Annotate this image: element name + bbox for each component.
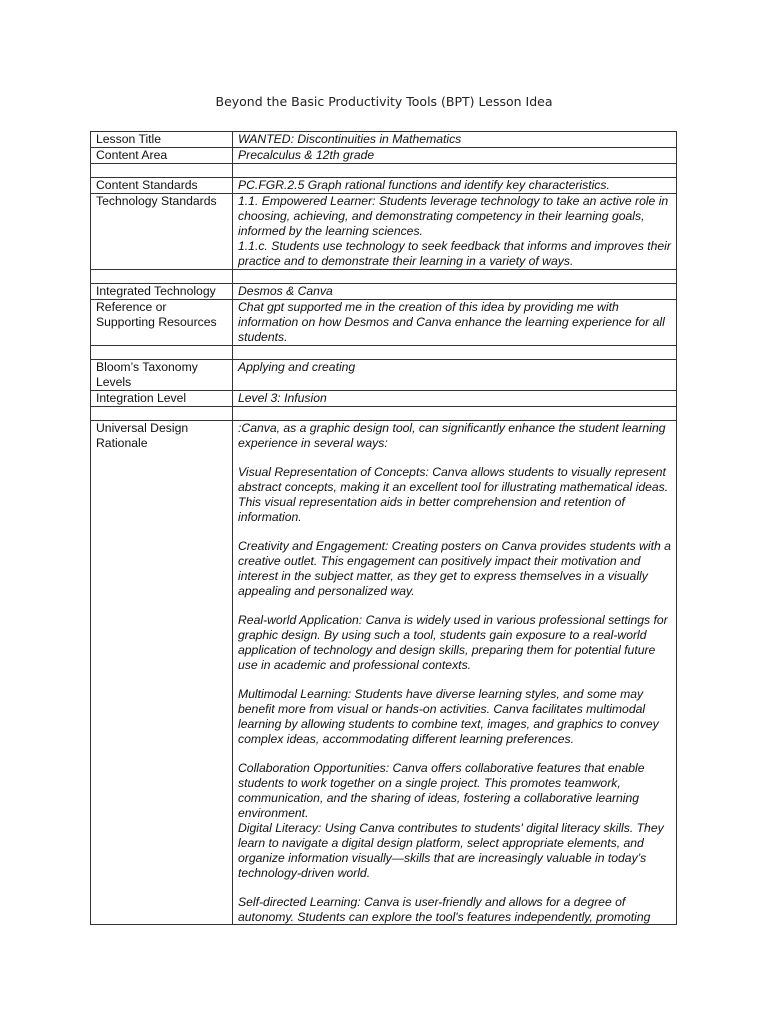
reference-resources-label [91, 300, 233, 346]
udl-label-line-2: Rationale [96, 436, 148, 450]
blooms-levels-label [91, 360, 233, 391]
spacer-row [91, 407, 677, 421]
spacer-row [91, 270, 677, 284]
udl-paragraph-self-directed: Self-directed Learning: Canva is user-friendly and allows for a degree of autonomy. Students can explore the tool's features independently, promoting [238, 895, 651, 924]
table-row [91, 194, 677, 270]
reference-resources-value: Chat gpt supported me in the creation of this idea by providing me with information on how Desmos and Canva enhance the learning experience for all students. [233, 300, 677, 346]
udl-paragraph-visual: Visual Representation of Concepts: Canva allows students to visually represent abstract concepts, making it an excellent tool for illustrating mathematical ideas. This visual representation aids in better comprehension and retention of information. [238, 465, 669, 524]
table-row [91, 360, 677, 391]
technology-standard-1: 1.1. Empowered Learner: Students leverage technology to take an active role in choosing, achieving, and demonstrating competency in their learning goals, informed by the learning sciences. [238, 194, 669, 238]
udl-paragraph-creativity: Creativity and Engagement: Creating posters on Canva provides students with a creative outlet. This engagement can positively impact their motivation and interest in the subject matter, as they get to express themselves in a visually appealing and personalized way. [238, 539, 671, 598]
table-row [91, 178, 677, 194]
table-row [91, 284, 677, 300]
technology-standard-2: 1.1.c. Students use technology to seek feedback that informs and improves their practice and to demonstrate their learning in a variety of ways. [238, 239, 671, 268]
content-standards-value: PC.FGR.2.5 Graph rational functions and identify key characteristics. [233, 178, 677, 194]
table-row [91, 300, 677, 346]
content-area-value: Precalculus & 12th grade [233, 148, 677, 164]
udl-paragraph-collaboration: Collaboration Opportunities: Canva offers collaborative features that enable students to work together on a single project. This promotes teamwork, communication, and the sharing of ideas, fostering a collaborative learning environment. [238, 761, 645, 820]
table-row [91, 391, 677, 407]
udl-paragraph-multimodal: Multimodal Learning: Students have diverse learning styles, and some may benefit more from visual or hands-on activities. Canva facilitates multimodal learning by allowing students to combine text, images, and graphics to convey complex ideas, accommodating different learning preferences. [238, 687, 659, 746]
integrated-technology-value: Desmos & Canva [233, 284, 677, 300]
table-row [91, 132, 677, 148]
content-area-label: Content Area [91, 148, 233, 164]
blooms-label-line-1: Bloom’s Taxonomy [96, 360, 198, 374]
spacer-row [91, 164, 677, 178]
integrated-technology-label: Integrated Technology [91, 284, 233, 300]
udl-paragraph-digital-literacy: Digital Literacy: Using Canva contributes to students' digital literacy skills. They learn to navigate a digital design platform, select appropriate elements, and organize information visually—skills that are increasingly valuable in today’s technology-driven world. [238, 821, 664, 880]
reference-label-line-2: Supporting Resources [96, 315, 217, 329]
technology-standards-value [233, 194, 677, 270]
udl-rationale-value [233, 421, 677, 925]
technology-standards-label: Technology Standards [91, 194, 233, 270]
integration-level-value: Level 3: Infusion [233, 391, 677, 407]
table-row [91, 148, 677, 164]
lesson-idea-table [90, 131, 677, 925]
spacer-row [91, 346, 677, 360]
lesson-title-label: Lesson Title [91, 132, 233, 148]
lesson-title-value: WANTED: Discontinuities in Mathematics [233, 132, 677, 148]
udl-rationale-label [91, 421, 233, 925]
reference-label-line-1: Reference or [96, 300, 167, 314]
table-row [91, 421, 677, 925]
blooms-levels-value: Applying and creating [233, 360, 677, 391]
document-title: Beyond the Basic Productivity Tools (BPT) Lesson Idea [215, 94, 553, 109]
udl-paragraph-real-world: Real-world Application: Canva is widely used in various professional settings for graphic design. By using such a tool, students gain exposure to a real-world application of technology and design skills, preparing them for potential future use in academic and professional contexts. [238, 613, 668, 672]
content-standards-label: Content Standards [91, 178, 233, 194]
blooms-label-line-2: Levels [96, 375, 132, 389]
udl-intro: :Canva, as a graphic design tool, can significantly enhance the student learning experience in several ways: [238, 421, 666, 450]
integration-level-label: Integration Level [91, 391, 233, 407]
udl-label-line-1: Universal Design [96, 421, 189, 435]
